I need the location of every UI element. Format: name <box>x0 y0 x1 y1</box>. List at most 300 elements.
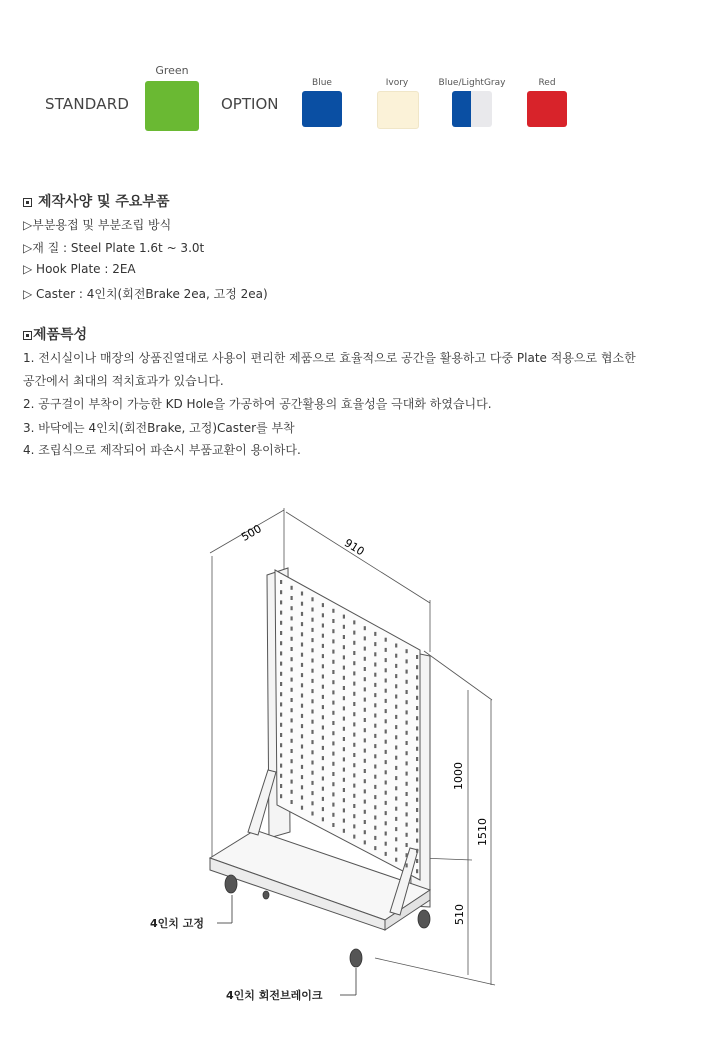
peg-hole <box>374 765 376 769</box>
peg-hole <box>395 817 397 821</box>
peg-hole <box>416 686 418 690</box>
peg-hole <box>332 680 334 684</box>
peg-hole <box>364 779 366 783</box>
peg-hole <box>385 760 387 764</box>
peg-hole <box>364 647 366 651</box>
peg-hole <box>280 774 282 778</box>
peg-hole <box>311 679 313 683</box>
red-swatch-name: Red <box>538 78 556 88</box>
feature-item: 2. 공구걸이 부착이 가능한 KD Hole을 가공하여 공간활용의 효율성을 극대화 하였습니다. <box>23 397 492 411</box>
peg-hole <box>301 683 303 687</box>
peg-hole <box>322 675 324 679</box>
peg-hole <box>416 655 418 659</box>
peg-hole <box>322 746 324 750</box>
peg-hole <box>291 749 293 753</box>
spec-title <box>23 191 169 211</box>
blue-swatch-name: Blue <box>312 78 332 88</box>
label-brake-caster: 4인치 회전브레이크 <box>226 989 323 1002</box>
peg-hole <box>395 848 397 852</box>
peg-hole <box>406 782 408 786</box>
peg-hole <box>395 654 397 658</box>
peg-hole <box>416 675 418 679</box>
peg-hole <box>280 662 282 666</box>
peg-hole <box>280 600 282 604</box>
peg-hole <box>280 753 282 757</box>
peg-hole <box>353 712 355 716</box>
red-swatch <box>527 91 567 127</box>
peg-hole <box>343 635 345 639</box>
peg-hole <box>343 768 345 772</box>
peg-hole <box>406 649 408 653</box>
peg-hole <box>301 632 303 636</box>
peg-hole <box>374 714 376 718</box>
blue-lightgray-swatch-name: Blue/LightGray <box>438 78 506 88</box>
peg-hole <box>311 781 313 785</box>
peg-hole <box>416 757 418 761</box>
peg-hole <box>364 687 366 691</box>
peg-hole <box>406 792 408 796</box>
peg-hole <box>395 746 397 750</box>
peg-hole <box>353 631 355 635</box>
peg-hole <box>353 763 355 767</box>
peg-hole <box>416 716 418 720</box>
peg-hole <box>332 741 334 745</box>
peg-hole <box>364 820 366 824</box>
peg-hole <box>291 657 293 661</box>
peg-hole <box>332 762 334 766</box>
peg-hole <box>343 727 345 731</box>
peg-hole <box>311 812 313 816</box>
standard-label: STANDARD <box>45 95 130 113</box>
peg-hole <box>385 750 387 754</box>
peg-hole <box>322 695 324 699</box>
peg-hole <box>353 651 355 655</box>
peg-hole <box>332 701 334 705</box>
peg-hole <box>311 740 313 744</box>
peg-hole <box>291 647 293 651</box>
peg-hole <box>332 792 334 796</box>
peg-hole <box>416 839 418 843</box>
peg-hole <box>353 753 355 757</box>
peg-hole <box>353 692 355 696</box>
peg-hole <box>416 747 418 751</box>
peg-hole <box>385 689 387 693</box>
peg-hole <box>343 615 345 619</box>
peg-hole <box>385 709 387 713</box>
ivory-swatch <box>377 91 419 129</box>
peg-hole <box>280 651 282 655</box>
peg-hole <box>291 586 293 590</box>
peg-hole <box>374 724 376 728</box>
peg-hole <box>311 771 313 775</box>
peg-hole <box>280 784 282 788</box>
peg-hole <box>353 824 355 828</box>
peg-hole <box>385 781 387 785</box>
peg-hole <box>311 699 313 703</box>
peg-hole <box>280 611 282 615</box>
peg-hole <box>291 698 293 702</box>
peg-hole <box>416 726 418 730</box>
peg-hole <box>395 725 397 729</box>
peg-hole <box>311 761 313 765</box>
peg-hole <box>416 849 418 853</box>
peg-hole <box>343 706 345 710</box>
peg-hole <box>385 770 387 774</box>
peg-hole <box>353 794 355 798</box>
peg-hole <box>406 700 408 704</box>
peg-hole <box>385 832 387 836</box>
peg-hole <box>416 777 418 781</box>
peg-hole <box>280 672 282 676</box>
peg-hole <box>364 728 366 732</box>
peg-hole <box>374 754 376 758</box>
option-label: OPTION <box>221 95 279 113</box>
spec-item: ▷ Hook Plate : 2EA <box>23 262 136 276</box>
peg-hole <box>374 775 376 779</box>
peg-hole <box>301 643 303 647</box>
peg-hole <box>364 738 366 742</box>
spec-title-text: 제작사양 및 주요부품 <box>38 194 170 210</box>
peg-hole <box>322 715 324 719</box>
peg-hole <box>364 698 366 702</box>
peg-hole <box>322 705 324 709</box>
peg-hole <box>301 755 303 759</box>
peg-hole <box>291 769 293 773</box>
peg-hole <box>301 785 303 789</box>
peg-hole <box>311 597 313 601</box>
peg-hole <box>301 745 303 749</box>
peg-hole <box>322 613 324 617</box>
peg-hole <box>322 624 324 628</box>
peg-hole <box>395 664 397 668</box>
peg-hole <box>332 711 334 715</box>
peg-hole <box>322 787 324 791</box>
peg-hole <box>311 628 313 632</box>
peg-hole <box>374 652 376 656</box>
peg-hole <box>406 721 408 725</box>
peg-hole <box>395 756 397 760</box>
peg-hole <box>353 702 355 706</box>
peg-hole <box>374 642 376 646</box>
peg-hole <box>374 744 376 748</box>
peg-hole <box>280 764 282 768</box>
peg-hole <box>385 821 387 825</box>
peg-hole <box>291 637 293 641</box>
label-fixed-caster: 4인치 고정 <box>150 917 204 930</box>
peg-hole <box>353 682 355 686</box>
peg-hole <box>311 618 313 622</box>
peg-hole <box>364 667 366 671</box>
peg-hole <box>416 665 418 669</box>
peg-hole <box>280 713 282 717</box>
peg-hole <box>374 693 376 697</box>
peg-hole <box>343 788 345 792</box>
peg-hole <box>364 677 366 681</box>
peg-hole <box>332 639 334 643</box>
peg-hole <box>385 801 387 805</box>
peg-hole <box>332 660 334 664</box>
peg-hole <box>385 730 387 734</box>
peg-hole <box>353 804 355 808</box>
peg-hole <box>322 634 324 638</box>
peg-hole <box>364 718 366 722</box>
peg-hole <box>301 714 303 718</box>
peg-hole <box>395 786 397 790</box>
peg-hole <box>406 843 408 847</box>
peg-hole <box>291 790 293 794</box>
peg-hole <box>291 708 293 712</box>
peg-hole <box>332 609 334 613</box>
peg-hole <box>364 626 366 630</box>
peg-hole <box>395 674 397 678</box>
peg-hole <box>311 689 313 693</box>
peg-hole <box>385 852 387 856</box>
peg-hole <box>353 773 355 777</box>
peg-hole <box>385 719 387 723</box>
peg-hole <box>291 780 293 784</box>
peg-hole <box>395 695 397 699</box>
peg-hole <box>291 627 293 631</box>
square-bullet-icon <box>23 198 32 207</box>
spec-item: ▷재 질 : Steel Plate 1.6t ~ 3.0t <box>23 241 205 255</box>
blue-lightgray-swatch <box>452 91 492 127</box>
peg-hole <box>343 757 345 761</box>
peg-hole <box>374 683 376 687</box>
peg-hole <box>280 702 282 706</box>
peg-hole <box>343 645 345 649</box>
peg-hole <box>364 749 366 753</box>
peg-hole <box>322 777 324 781</box>
peg-hole <box>291 667 293 671</box>
peg-hole <box>343 676 345 680</box>
peg-hole <box>280 631 282 635</box>
dim-depth: 500 <box>239 522 264 544</box>
peg-hole <box>416 859 418 863</box>
peg-hole <box>353 620 355 624</box>
peg-hole <box>291 729 293 733</box>
peg-hole <box>311 750 313 754</box>
peg-hole <box>332 813 334 817</box>
peg-hole <box>322 756 324 760</box>
peg-hole <box>406 863 408 867</box>
peg-hole <box>280 590 282 594</box>
peg-hole <box>385 679 387 683</box>
peg-hole <box>322 766 324 770</box>
peg-hole <box>280 794 282 798</box>
peg-hole <box>280 743 282 747</box>
peg-hole <box>395 766 397 770</box>
peg-hole <box>343 808 345 812</box>
peg-hole <box>322 736 324 740</box>
peg-hole <box>311 791 313 795</box>
peg-hole <box>291 688 293 692</box>
peg-hole <box>364 840 366 844</box>
peg-hole <box>406 761 408 765</box>
peg-hole <box>395 837 397 841</box>
peg-hole <box>416 808 418 812</box>
peg-hole <box>322 664 324 668</box>
peg-hole <box>395 797 397 801</box>
peg-hole <box>406 823 408 827</box>
peg-hole <box>364 657 366 661</box>
feature-item: 1. 전시실이나 매장의 상품진열대로 사용이 편리한 제품으로 효율적으로 공간을 활용하고 다중 Plate 적용으로 협소한 <box>23 351 636 365</box>
peg-hole <box>332 619 334 623</box>
peg-hole <box>416 706 418 710</box>
peg-hole <box>374 673 376 677</box>
peg-hole <box>353 743 355 747</box>
peg-hole <box>406 680 408 684</box>
peg-hole <box>395 705 397 709</box>
peg-hole <box>343 717 345 721</box>
spec-item: ▷ Caster : 4인치(회전Brake 2ea, 고정 2ea) <box>23 287 268 301</box>
square-bullet-icon <box>23 331 32 340</box>
peg-hole <box>416 869 418 873</box>
peg-hole <box>364 636 366 640</box>
peg-hole <box>406 802 408 806</box>
peg-hole <box>406 833 408 837</box>
peg-hole <box>374 632 376 636</box>
peg-hole <box>291 759 293 763</box>
peg-hole <box>395 858 397 862</box>
peg-hole <box>291 718 293 722</box>
peg-hole <box>280 580 282 584</box>
peg-hole <box>301 775 303 779</box>
peg-hole <box>291 616 293 620</box>
peg-hole <box>332 629 334 633</box>
peg-hole <box>416 828 418 832</box>
peg-hole <box>343 747 345 751</box>
peg-hole <box>374 663 376 667</box>
peg-hole <box>332 731 334 735</box>
peg-hole <box>395 684 397 688</box>
peg-hole <box>406 751 408 755</box>
peg-hole <box>280 733 282 737</box>
peg-hole <box>374 805 376 809</box>
peg-hole <box>280 641 282 645</box>
peg-hole <box>385 668 387 672</box>
peg-hole <box>322 807 324 811</box>
peg-hole <box>343 696 345 700</box>
peg-hole <box>291 606 293 610</box>
peg-hole <box>416 737 418 741</box>
peg-hole <box>280 621 282 625</box>
peg-hole <box>364 800 366 804</box>
spec-item: ▷부분용접 및 부분조립 방식 <box>23 218 172 232</box>
peg-hole <box>311 669 313 673</box>
peg-hole <box>280 682 282 686</box>
peg-hole <box>332 772 334 776</box>
peg-hole <box>301 663 303 667</box>
peg-hole <box>353 835 355 839</box>
peg-hole <box>385 648 387 652</box>
peg-hole <box>406 659 408 663</box>
features-title <box>23 324 87 344</box>
peg-hole <box>374 785 376 789</box>
peg-hole <box>364 769 366 773</box>
peg-hole <box>322 654 324 658</box>
peg-hole <box>301 704 303 708</box>
peg-hole <box>374 795 376 799</box>
peg-hole <box>353 722 355 726</box>
peg-hole <box>385 658 387 662</box>
peg-hole <box>301 806 303 810</box>
peg-hole <box>374 846 376 850</box>
peg-hole <box>416 818 418 822</box>
peg-hole <box>311 638 313 642</box>
peg-hole <box>416 696 418 700</box>
peg-hole <box>406 731 408 735</box>
peg-hole <box>353 641 355 645</box>
peg-hole <box>343 686 345 690</box>
peg-hole <box>322 726 324 730</box>
peg-hole <box>332 782 334 786</box>
product-drawing <box>0 490 709 1063</box>
peg-hole <box>353 814 355 818</box>
peg-hole <box>332 670 334 674</box>
feature-item: 공간에서 최대의 적치효과가 있습니다. <box>23 374 224 388</box>
peg-hole <box>406 812 408 816</box>
peg-hole <box>291 739 293 743</box>
peg-hole <box>364 810 366 814</box>
peg-hole <box>301 673 303 677</box>
peg-hole <box>364 789 366 793</box>
peg-hole <box>364 708 366 712</box>
peg-hole <box>395 644 397 648</box>
peg-hole <box>385 791 387 795</box>
peg-hole <box>343 829 345 833</box>
peg-hole <box>353 733 355 737</box>
peg-hole <box>322 685 324 689</box>
peg-hole <box>280 692 282 696</box>
peg-hole <box>395 776 397 780</box>
green-swatch-name: Green <box>155 64 189 77</box>
peg-hole <box>385 842 387 846</box>
peg-hole <box>395 807 397 811</box>
peg-hole <box>301 694 303 698</box>
peg-hole <box>332 823 334 827</box>
peg-hole <box>301 602 303 606</box>
peg-hole <box>332 690 334 694</box>
dim-total: 1510 <box>476 818 489 846</box>
peg-hole <box>374 826 376 830</box>
peg-hole <box>406 772 408 776</box>
peg-hole <box>343 819 345 823</box>
peg-hole <box>301 622 303 626</box>
peg-hole <box>311 710 313 714</box>
peg-hole <box>343 778 345 782</box>
peg-hole <box>322 817 324 821</box>
peg-hole <box>343 798 345 802</box>
peg-hole <box>353 784 355 788</box>
peg-hole <box>374 836 376 840</box>
peg-hole <box>385 638 387 642</box>
peg-hole <box>406 741 408 745</box>
peg-hole <box>311 801 313 805</box>
blue-swatch <box>302 91 342 127</box>
peg-hole <box>416 788 418 792</box>
peg-hole <box>322 644 324 648</box>
peg-hole <box>311 648 313 652</box>
peg-hole <box>343 737 345 741</box>
ivory-swatch-name: Ivory <box>385 78 409 88</box>
peg-hole <box>322 603 324 607</box>
peg-hole <box>311 720 313 724</box>
peg-hole <box>385 811 387 815</box>
peg-hole <box>353 661 355 665</box>
peg-hole <box>332 721 334 725</box>
peg-hole <box>364 759 366 763</box>
peg-hole <box>311 608 313 612</box>
